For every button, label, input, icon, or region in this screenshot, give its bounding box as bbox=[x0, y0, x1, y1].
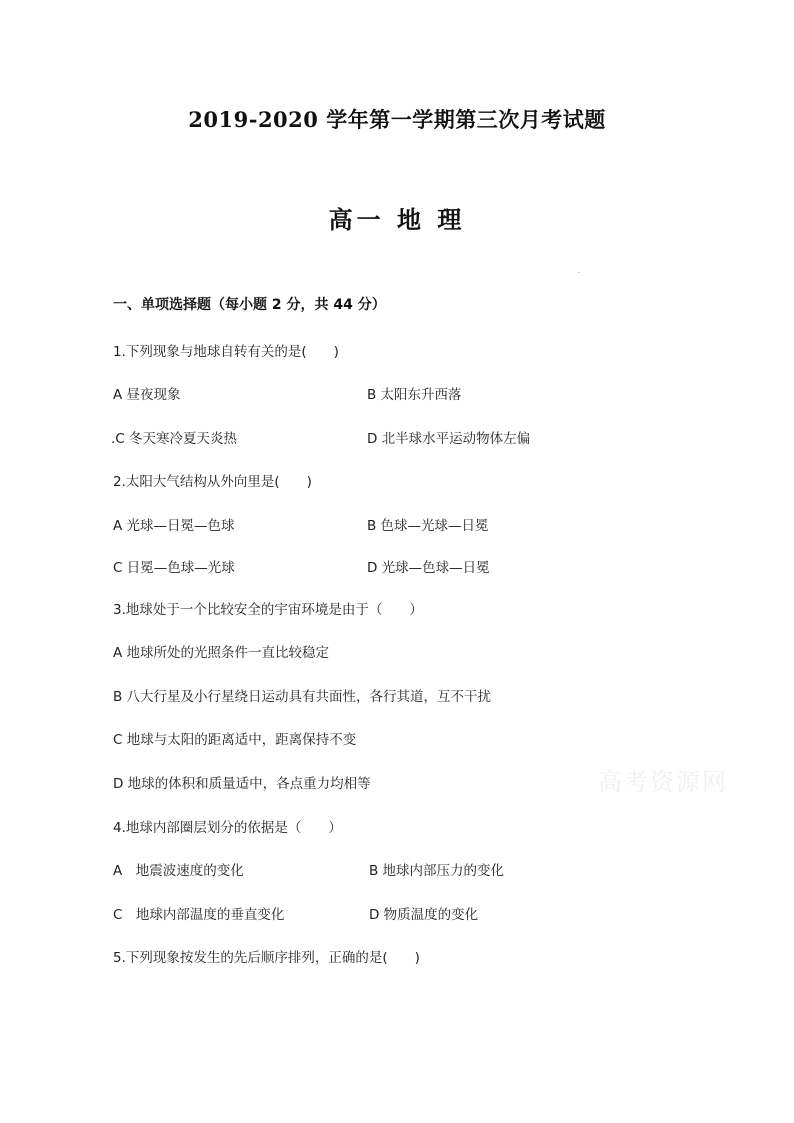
option-c: C 地球与太阳的距离适中，距离保持不变 bbox=[113, 732, 357, 748]
option-d: D 物质温度的变化 bbox=[369, 907, 479, 923]
section-heading: 一、单项选择题（每小题 2 分，共 44 分） bbox=[113, 297, 386, 313]
option-b: B 地球内部压力的变化 bbox=[369, 863, 505, 879]
watermark: 高考资源网 bbox=[598, 768, 728, 796]
question-stem: 1.下列现象与地球自转有关的是( ) bbox=[113, 344, 339, 360]
option-a: A 昼夜现象 bbox=[113, 387, 181, 403]
subject-title: 高一 地 理 bbox=[328, 206, 466, 234]
scan-speck bbox=[578, 272, 580, 273]
option-c: C 日冕—色球—光球 bbox=[113, 560, 235, 576]
option-d: D 北半球水平运动物体左偏 bbox=[367, 431, 531, 447]
option-a: A 光球—日冕—色球 bbox=[113, 518, 235, 534]
option-d: D 地球的体积和质量适中，各点重力均相等 bbox=[113, 776, 371, 792]
option-d: D 光球—色球—日冕 bbox=[367, 560, 490, 576]
option-c: C 地球内部温度的垂直变化 bbox=[113, 907, 285, 923]
option-a: A 地球所处的光照条件一直比较稳定 bbox=[113, 645, 330, 661]
option-b: B 色球—光球—日冕 bbox=[367, 518, 489, 534]
option-c: .C 冬天寒冷夏天炎热 bbox=[111, 431, 238, 447]
question-stem: 5.下列现象按发生的先后顺序排列，正确的是( ) bbox=[113, 950, 420, 966]
question-stem: 3.地球处于一个比较安全的宇宙环境是由于（ ） bbox=[113, 602, 423, 618]
option-a: A 地震波速度的变化 bbox=[113, 863, 244, 879]
question-stem: 2.太阳大气结构从外向里是( ) bbox=[113, 474, 312, 490]
question-stem: 4.地球内部圈层划分的依据是（ ） bbox=[113, 820, 342, 836]
exam-title: 2019-2020 学年第一学期第三次月考试题 bbox=[188, 107, 606, 132]
option-b: B 太阳东升西落 bbox=[367, 387, 462, 403]
option-b: B 八大行星及小行星绕日运动具有共面性，各行其道，互不干扰 bbox=[113, 689, 492, 705]
